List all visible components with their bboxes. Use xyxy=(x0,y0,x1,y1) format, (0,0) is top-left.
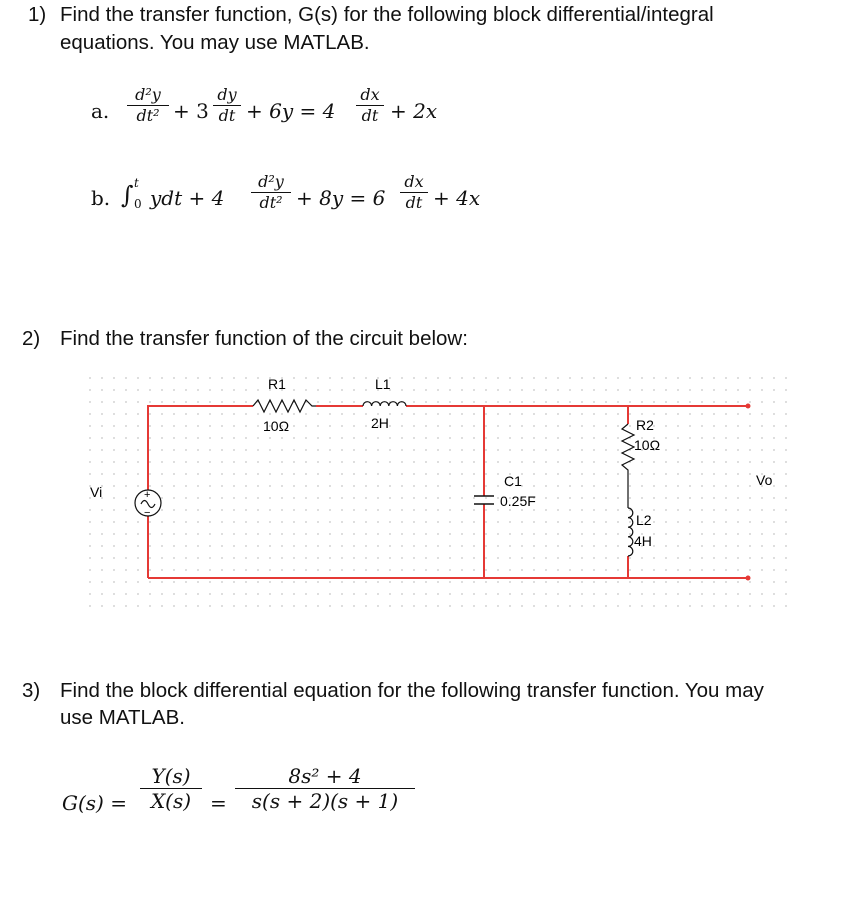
c1-name: C1 xyxy=(504,473,522,489)
equation-b-frac2-num: dx xyxy=(404,172,424,191)
equation-b-frac2-den: dt xyxy=(405,192,423,212)
question-3-line2-row xyxy=(22,706,185,730)
source-plus: + xyxy=(144,489,151,501)
question-3-line1: Find the block differential equation for the following transfer function. You may xyxy=(60,679,764,702)
equation-a-coef1: + 3 xyxy=(173,99,209,123)
r2-name: R2 xyxy=(636,417,654,433)
vo-terminal-top xyxy=(746,404,751,409)
r2-value: 10Ω xyxy=(634,437,661,453)
equation-a-frac1-num: d²y xyxy=(135,85,161,104)
tf-frac2-num: 8s² + 4 xyxy=(288,764,362,788)
grid-background xyxy=(86,368,788,610)
tf-equals: = xyxy=(210,791,227,815)
tf-frac1-num: Y(s) xyxy=(151,764,191,788)
question-2-text: Find the transfer function of the circuit below: xyxy=(60,327,468,350)
vo-terminal-bottom xyxy=(746,576,751,581)
r1-name: R1 xyxy=(268,376,286,392)
equation-b-after-integral: ydt + 4 xyxy=(150,186,225,210)
r1-value: 10Ω xyxy=(263,418,290,434)
tf-frac2 xyxy=(235,765,415,812)
tf-frac1 xyxy=(140,765,202,812)
equation-a-frac3-num: dx xyxy=(360,85,380,104)
equation-b-mid: + 8y = 6 xyxy=(296,186,386,210)
l2-name: L2 xyxy=(636,512,652,528)
question-2-number: 2) xyxy=(22,327,41,350)
equation-a-frac2-den: dt xyxy=(218,105,236,125)
l1-value: 2H xyxy=(371,415,389,431)
l2-value: 4H xyxy=(634,533,652,549)
integral-lower-limit: 0 xyxy=(134,197,142,211)
question-3-number: 3) xyxy=(22,679,41,702)
vo-label: Vo xyxy=(756,472,773,488)
equation-b-tail: + 4x xyxy=(433,186,481,210)
equation-a-frac1-den: dt² xyxy=(136,105,160,125)
vi-label: Vi xyxy=(90,484,103,500)
integral-upper-limit: t xyxy=(134,176,139,190)
equation-b-frac1-den: dt² xyxy=(259,192,283,212)
question-1-number: 1) xyxy=(28,3,47,26)
source-minus: − xyxy=(144,507,151,519)
equation-a-frac3-den: dt xyxy=(361,105,379,125)
equation-a-mid: + 6y = 4 xyxy=(246,99,336,123)
equation-a-frac2-num: dy xyxy=(217,85,237,104)
tf-lhs: G(s) = xyxy=(62,791,127,815)
tf-frac1-den: X(s) xyxy=(150,789,192,813)
question-1-line1: Find the transfer function, G(s) for the following block differential/integral xyxy=(60,3,714,26)
equation-b-label: b. xyxy=(91,186,111,210)
question-3-line2: use MATLAB. xyxy=(60,706,185,729)
l1-name: L1 xyxy=(375,376,391,392)
question-3 xyxy=(22,679,764,703)
equation-a-tail: + 2x xyxy=(390,99,438,123)
equation-b-frac1-num: d²y xyxy=(258,172,284,191)
equation-a-label: a. xyxy=(91,99,110,123)
integral-sign: ∫ xyxy=(121,181,134,209)
question-1-line2: equations. You may use MATLAB. xyxy=(60,31,370,54)
tf-frac2-den: s(s + 2)(s + 1) xyxy=(251,789,399,813)
c1-value: 0.25F xyxy=(500,493,536,509)
